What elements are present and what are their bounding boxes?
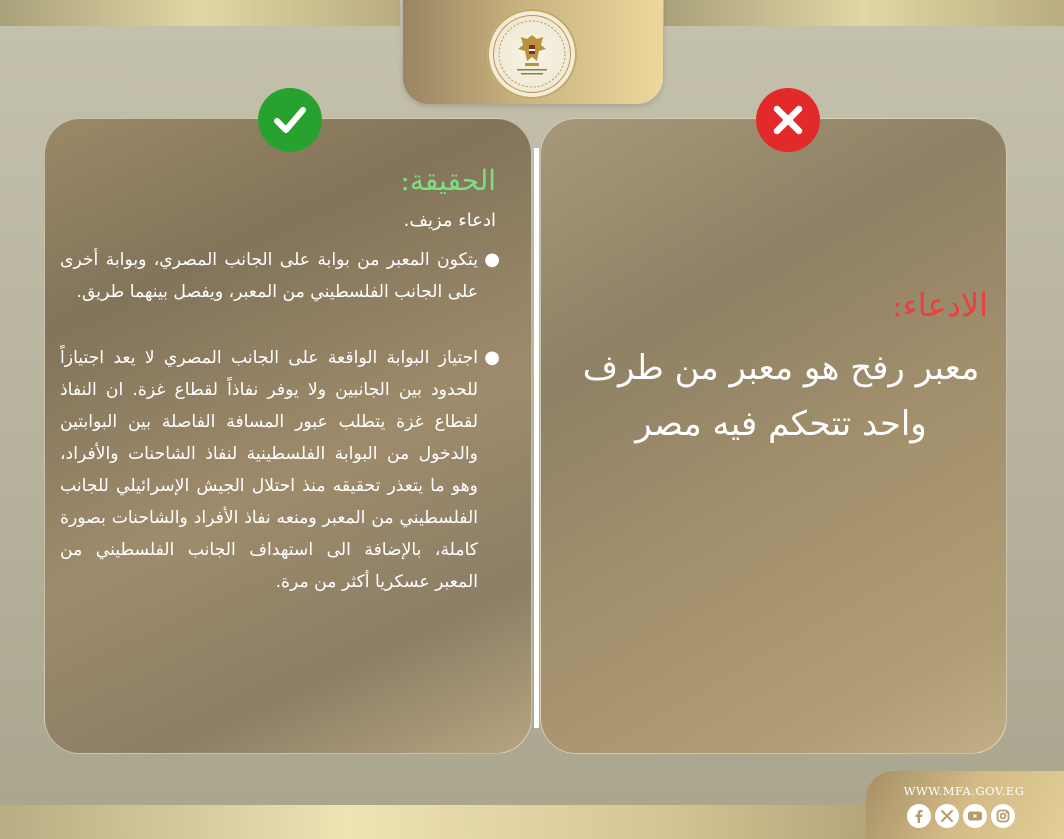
x-icon[interactable] xyxy=(935,804,959,828)
bottom-decor-bar xyxy=(0,805,866,839)
truth-heading: الحقيقة: xyxy=(400,164,496,197)
cross-icon xyxy=(756,88,820,152)
truth-point-text: يتكون المعبر من بوابة على الجانب المصري، وبوابة أخرى على الجانب الفلسطيني من المعبر، ويفصل بينهما طريق. xyxy=(60,250,478,302)
card-divider xyxy=(534,148,539,728)
truth-intro: ادعاء مزيف. xyxy=(403,210,496,231)
list-item xyxy=(60,244,500,308)
egypt-eagle-seal-icon xyxy=(487,9,577,99)
bullet-icon: ● xyxy=(484,347,500,368)
bullet-icon: ● xyxy=(484,249,500,270)
list-item xyxy=(60,342,500,598)
top-decor-bar-left xyxy=(0,0,400,26)
instagram-icon[interactable] xyxy=(991,804,1015,828)
truth-point-text: اجتياز البوابة الواقعة على الجانب المصري لا يعد اجتيازاً للحدود بين الجانبين ولا يوفر نفاذاً لقطاع غزة. ان النفاذ لقطاع غزة يتطلب عبور المسافة الفاصلة بين البوابتين والدخول من البوابة الفلسطينية لنفاذ الشاحنات والأفراد، وهو ما يتعذر تحقيقه منذ احتلال الجيش الإسرائيلي للجانب الفلسطيني من المعبر ومنعه نفاذ الأفراد والشاحنات بصورة كاملة، بالإضافة الى استهداف الجانب الفلسطيني من المعبر عسكريا أكثر من مرة. xyxy=(60,348,478,592)
top-decor-bar-right xyxy=(664,0,1064,26)
claim-heading: الادعاء: xyxy=(891,286,988,324)
claim-text: معبر رفح هو معبر من طرف واحد تتحكم فيه مصر xyxy=(582,348,980,444)
website-link[interactable]: WWW.MFA.GOV.EG xyxy=(903,784,1025,798)
youtube-icon[interactable] xyxy=(963,804,987,828)
social-icons xyxy=(907,804,1015,828)
facebook-icon[interactable] xyxy=(907,804,931,828)
truth-points-list xyxy=(60,244,500,632)
header-logo-tab xyxy=(403,0,663,104)
check-icon xyxy=(258,88,322,152)
